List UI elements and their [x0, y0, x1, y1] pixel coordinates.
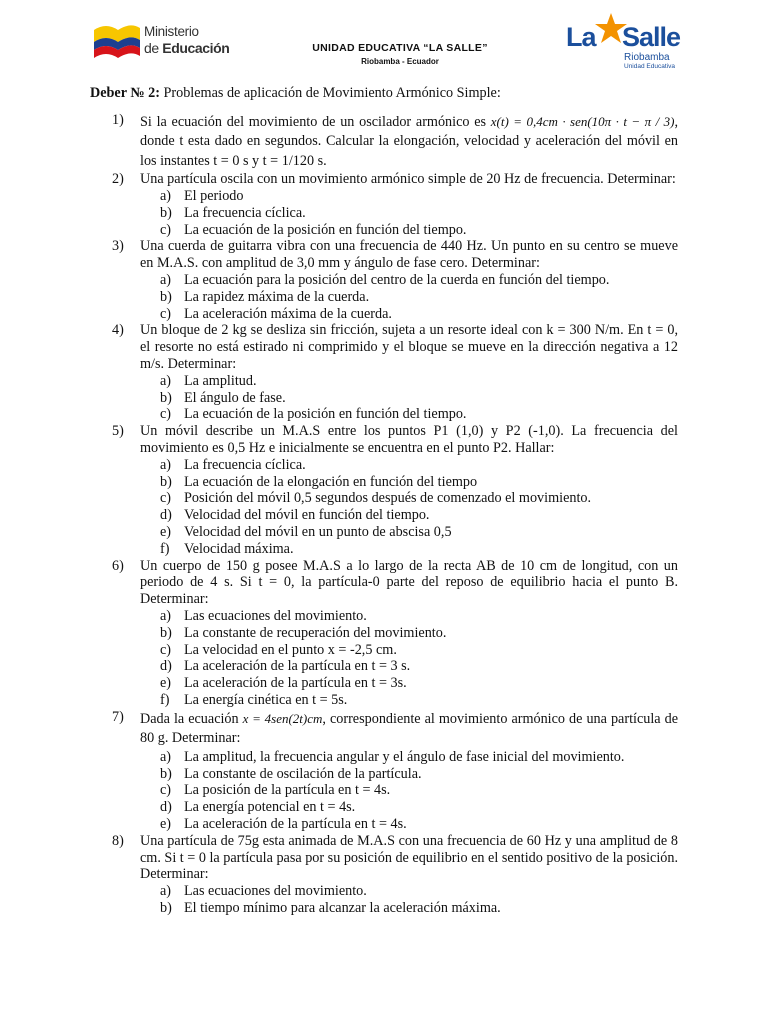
- sub-question-letter: b): [160, 899, 172, 916]
- sub-question: [160, 658, 678, 675]
- sub-question-text: La frecuencia cíclica.: [184, 204, 306, 221]
- sub-question-letter: c): [160, 490, 172, 507]
- sub-question-list: [140, 188, 678, 238]
- sub-question-text: La aceleración de la partícula en t = 4s.: [184, 815, 407, 832]
- ecuador-flag-icon: [92, 20, 142, 66]
- document-body: [90, 85, 678, 917]
- sub-question: [160, 692, 678, 709]
- sub-question: [160, 457, 678, 474]
- document-title: [90, 85, 678, 102]
- problem-number: 2): [112, 171, 124, 188]
- problem-statement: Un móvil describe un M.A.S entre los puntos P1 (1,0) y P2 (-1,0). La frecuencia del movimiento es 0,5 Hz e inicialmente se encuentra en el punto P2. Hallar:: [140, 423, 678, 457]
- problem-number: 4): [112, 322, 124, 339]
- sub-question: [160, 883, 678, 900]
- sub-question-letter: e): [160, 815, 172, 832]
- sub-question-text: La ecuación de la elongación en función del tiempo: [184, 473, 478, 490]
- sub-question-text: La aceleración de la partícula en t = 3s.: [184, 675, 407, 692]
- sub-question-letter: c): [160, 221, 172, 238]
- problem-number: 8): [112, 832, 124, 849]
- sub-question-list: [140, 608, 678, 709]
- school-city: Riobamba - Ecuador: [361, 57, 439, 66]
- sub-question-text: Velocidad máxima.: [184, 540, 294, 557]
- equation: x(t) = 0,4cm · sen(10π · t − π / 3): [490, 113, 675, 129]
- sub-question: [160, 507, 678, 524]
- title-bold: Deber № 2:: [90, 85, 160, 101]
- sub-question: [160, 675, 678, 692]
- sub-question-text: Velocidad del móvil en función del tiempo.: [184, 507, 430, 524]
- problem-number: 3): [112, 238, 124, 255]
- ministry-line2: [144, 40, 229, 56]
- problem-statement: [140, 709, 678, 749]
- sub-question-letter: e): [160, 675, 172, 692]
- sub-question-text: Las ecuaciones del movimiento.: [184, 883, 367, 900]
- sub-question: [160, 490, 678, 507]
- statement-text-a: Si la ecuación del movimiento de un oscilador armónico es: [140, 113, 487, 130]
- problem-statement: Un bloque de 2 kg se desliza sin fricción, sujeta a un resorte ideal con k = 300 N/m. En t = 0, el resorte no está estirado ni comprimido y el bloque se mueve en la dirección negativa a 12 m/s. Determinar:: [140, 322, 678, 373]
- problem-number: 6): [112, 557, 124, 574]
- sub-question-text: La rapidez máxima de la cuerda.: [184, 288, 370, 305]
- salle-la-text: La: [566, 22, 596, 52]
- sub-question-letter: b): [160, 288, 172, 305]
- sub-question-text: La aceleración máxima de la cuerda.: [184, 305, 392, 322]
- sub-question: [160, 222, 678, 239]
- page-header: [0, 0, 768, 80]
- sub-question-letter: a): [160, 748, 172, 765]
- sub-question-text: La energía cinética en t = 5s.: [184, 692, 348, 708]
- statement-text-b: , donde t esta dado en segundos. Calcular la elongación, velocidad y aceleración del móvil en los instantes t = 0 s y t = 1/120 s.: [140, 113, 678, 169]
- sub-question: [160, 900, 678, 917]
- sub-question-text: La ecuación de la posición en función del tiempo.: [184, 221, 467, 238]
- sub-question-list: [140, 749, 678, 833]
- problem-item: [90, 423, 678, 557]
- sub-question: [160, 289, 678, 306]
- sub-question-text: La aceleración de la partícula en t = 3 s.: [184, 658, 411, 675]
- sub-question-text: La constante de recuperación del movimiento.: [184, 624, 447, 641]
- sub-question-letter: d): [160, 658, 172, 675]
- sub-question: [160, 816, 678, 833]
- problem-item: [90, 112, 678, 172]
- sub-question-letter: a): [160, 188, 172, 205]
- problem-list: [90, 112, 678, 917]
- sub-question-text: La ecuación para la posición del centro de la cuerda en función del tiempo.: [184, 272, 610, 289]
- problem-item: [90, 558, 678, 709]
- sub-question: [160, 799, 678, 816]
- problem-item: [90, 238, 678, 322]
- sub-question-letter: a): [160, 456, 172, 473]
- sub-question-letter: d): [160, 507, 172, 524]
- sub-question: [160, 390, 678, 407]
- sub-question-letter: f): [160, 540, 170, 557]
- sub-question-letter: c): [160, 305, 172, 322]
- sub-question-letter: b): [160, 624, 172, 641]
- ministry-line1: Ministerio: [144, 24, 199, 39]
- sub-question-text: Las ecuaciones del movimiento.: [184, 608, 367, 625]
- title-rest: Problemas de aplicación de Movimiento Armónico Simple:: [159, 85, 501, 101]
- sub-question-text: La energía potencial en t = 4s.: [184, 799, 356, 816]
- sub-question-letter: f): [160, 692, 170, 708]
- sub-question: [160, 188, 678, 205]
- sub-question-text: Velocidad del móvil en un punto de abscisa 0,5: [184, 524, 452, 541]
- sub-question: [160, 474, 678, 491]
- problem-statement: Un cuerpo de 150 g posee M.A.S a lo largo de la recta AB de 10 cm de longitud, con un periodo de 4 s. Si t = 0, la partícula-0 parte del reposo de equilibrio hacia el punto B. Determinar:: [140, 557, 678, 608]
- salle-sub2: Unidad Educativa: [624, 63, 675, 70]
- sub-question-letter: c): [160, 782, 172, 799]
- la-salle-logo: [566, 12, 681, 72]
- sub-question-text: El ángulo de fase.: [184, 389, 286, 406]
- sub-question: [160, 541, 678, 558]
- sub-question-list: [140, 272, 678, 322]
- problem-statement: [140, 112, 678, 172]
- sub-question-list: [140, 457, 678, 558]
- sub-question: [160, 406, 678, 423]
- sub-question: [160, 306, 678, 323]
- school-name: UNIDAD EDUCATIVA “LA SALLE”: [312, 42, 488, 54]
- problem-number: 5): [112, 423, 124, 440]
- sub-question-letter: a): [160, 883, 172, 900]
- sub-question: [160, 749, 678, 766]
- sub-question-letter: a): [160, 272, 172, 289]
- sub-question-letter: b): [160, 765, 172, 782]
- sub-question-text: Posición del móvil 0,5 segundos después de comenzado el movimiento.: [184, 490, 592, 507]
- sub-question-text: El periodo: [184, 188, 244, 205]
- sub-question: [160, 205, 678, 222]
- problem-item: [90, 171, 678, 238]
- sub-question: [160, 373, 678, 390]
- sub-question-text: La constante de oscilación de la partícula.: [184, 765, 422, 782]
- school-heading: [250, 42, 550, 66]
- statement-text-a: Dada la ecuación: [140, 710, 243, 727]
- sub-question: [160, 608, 678, 625]
- sub-question-text: La velocidad en el punto x = -2,5 cm.: [184, 641, 397, 658]
- salle-sub1: Riobamba: [624, 52, 670, 63]
- sub-question: [160, 524, 678, 541]
- problem-item: [90, 833, 678, 917]
- sub-question-letter: c): [160, 406, 172, 423]
- sub-question: [160, 625, 678, 642]
- sub-question-text: La posición de la partícula en t = 4s.: [184, 782, 391, 799]
- sub-question-letter: b): [160, 389, 172, 406]
- sub-question-text: La amplitud, la frecuencia angular y el ángulo de fase inicial del movimiento.: [184, 748, 625, 765]
- sub-question-letter: c): [160, 641, 172, 658]
- sub-question: [160, 272, 678, 289]
- sub-question-letter: d): [160, 799, 172, 816]
- sub-question: [160, 782, 678, 799]
- sub-question-list: [140, 883, 678, 917]
- salle-salle-text: Salle: [622, 22, 681, 52]
- sub-question-text: La amplitud.: [184, 372, 257, 389]
- sub-question-letter: a): [160, 608, 172, 625]
- sub-question: [160, 766, 678, 783]
- sub-question-letter: b): [160, 204, 172, 221]
- sub-question-letter: a): [160, 372, 172, 389]
- ministerio-educacion-logo: [92, 20, 232, 68]
- problem-statement: Una cuerda de guitarra vibra con una frecuencia de 440 Hz. Un punto en su centro se mueve en M.A.S. con amplitud de 3,0 mm y ángulo de fase cero. Determinar:: [140, 238, 678, 272]
- statement-text-b: , correspondiente al movimiento armónico de una partícula de 80 g. Determinar:: [140, 710, 678, 747]
- sub-question: [160, 642, 678, 659]
- problem-statement: Una partícula de 75g esta animada de M.A.S con una frecuencia de 60 Hz y una amplitud de 8 cm. Si t = 0 la partícula pasa por su posición de equilibrio en el sentido positivo de la posición. Determinar:: [140, 832, 678, 883]
- problem-statement: Una partícula oscila con un movimiento armónico simple de 20 Hz de frecuencia. Determinar:: [140, 171, 676, 188]
- ministry-line2-bold: Educación: [162, 40, 230, 56]
- sub-question-text: La frecuencia cíclica.: [184, 456, 306, 473]
- problem-number: 7): [112, 708, 124, 725]
- problem-item: [90, 322, 678, 423]
- equation: x = 4sen(2t)cm: [242, 710, 323, 726]
- ministry-line2-prefix: de: [144, 40, 163, 56]
- problem-number: 1): [112, 111, 124, 128]
- sub-question-text: La ecuación de la posición en función del tiempo.: [184, 406, 467, 423]
- sub-question-text: El tiempo mínimo para alcanzar la aceleración máxima.: [184, 899, 501, 916]
- sub-question-letter: e): [160, 524, 172, 541]
- sub-question-letter: b): [160, 473, 172, 490]
- problem-item: [90, 709, 678, 833]
- sub-question-list: [140, 373, 678, 423]
